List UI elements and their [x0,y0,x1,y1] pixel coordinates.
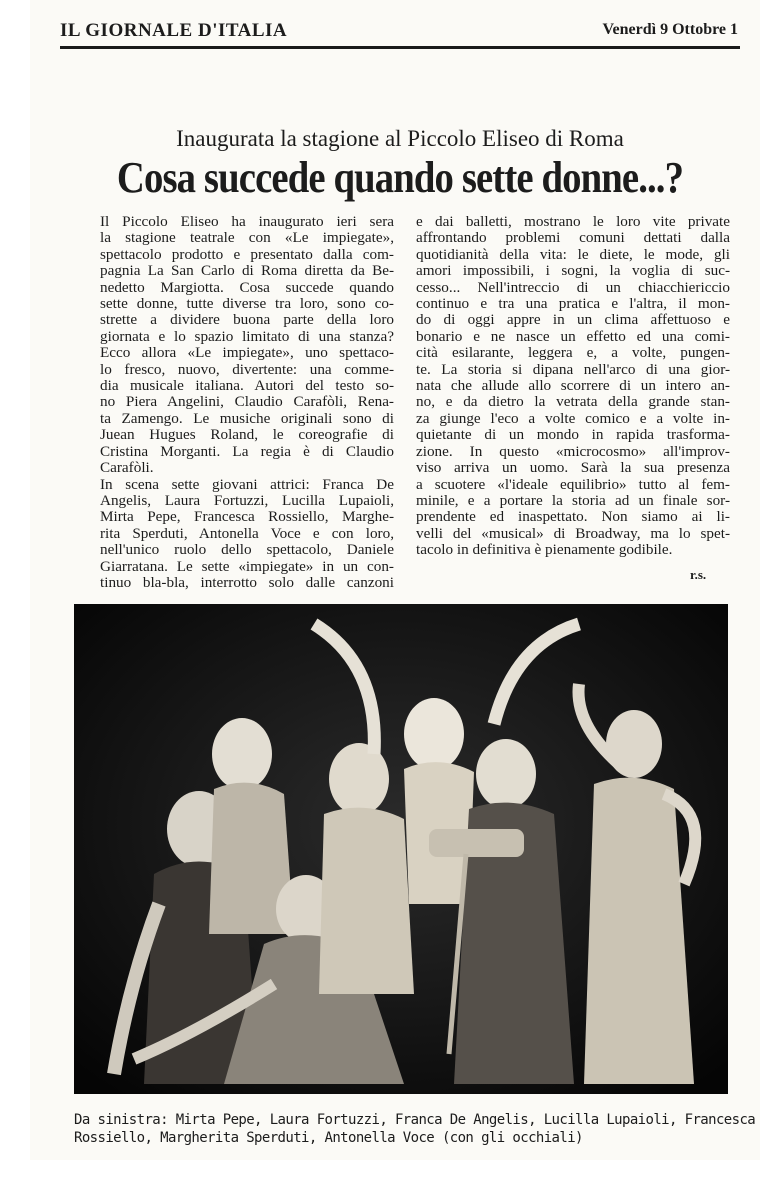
text-line: Il Piccolo Eliseo ha inaugurato ieri sera [100,213,394,230]
text-line: minile, e a portare la storia ad un finale sor- [416,491,730,509]
text-line: no Piera Angelini, Claudio Carafòli, Rena- [100,393,394,411]
text-line: no, e da dietro la vetrata della grande stan- [416,393,730,411]
caption-line: Rossiello, Margherita Sperduti, Antonella Voce (con gli occhiali) [74,1130,583,1146]
cast-photo [74,604,728,1094]
issue-date: Venerdì 9 Ottobre 1 [602,21,738,38]
text-line: tinuo bla-bla, interrotto solo dalle canzoni [100,573,394,591]
text-line: Juean Hugues Roland, le coreografie di [100,426,394,444]
text-line: bonario e ne nasce un effetto ed una comi- [416,327,730,345]
text-line: Angelis, Laura Fortuzzi, Lucilla Lupaioli, [100,491,394,509]
text-line: giornata e lo spazio limitato di una stanza? [100,327,394,345]
text-line: sette donne, tutte diverse tra loro, sono co- [100,295,394,313]
text-line: viso arriva un uomo. Sarà la sua presenza [416,459,730,477]
text-line: quotidianità della vita: le diete, le mode, gli [416,245,730,263]
cast-photo-illustration [74,604,728,1094]
text-line: prendente ed inaspettato. Non siamo ai li- [416,508,730,526]
text-line: za giunge l'eco a volte comico e a volte in- [416,409,730,427]
text-line: Ecco allora «Le impiegate», uno spettaco- [100,344,394,362]
article-column-right [416,214,730,559]
text-line: nell'unico ruolo dello spettacolo, Daniele [100,541,394,559]
text-line: affrontando problemi comuni dettati dalla [416,229,730,247]
text-line: strette a dividere buona parte della loro [100,311,394,329]
article-column-left [86,214,394,591]
masthead [60,20,740,49]
paragraph-3 [416,214,730,559]
text-line: nata che allude allo scorrere di un intero an- [416,377,730,395]
text-line: velli del «musical» di Broadway, ma lo spet- [416,524,730,542]
text-line: tacolo in definitiva è pienamente godibile. [416,541,673,559]
newspaper-name: IL GIORNALE D'ITALIA [60,20,288,41]
text-line: e dai balletti, mostrano le loro vite private [416,213,730,230]
caption-line: Da sinistra: Mirta Pepe, Laura Fortuzzi, Franca De Angelis, Lucilla Lupaioli, Francesca [74,1112,756,1128]
text-line: te. La storia si dipana nell'arco di una gior- [416,360,730,378]
text-line: amori impossibili, i sogni, la voglia di suc- [416,262,730,280]
text-line: dia musicale italiana. Autori del testo so- [100,377,394,395]
text-line: nedetto Margiotta. Cosa succede quando [100,278,394,296]
text-line: In scena sette giovani attrici: Franca De [100,475,394,493]
paragraph-2 [86,477,394,592]
paragraph-1 [86,214,394,477]
article-headline: Cosa succede quando sette donne...? [116,153,684,202]
article-kicker: Inaugurata la stagione al Piccolo Eliseo di Roma [176,126,624,151]
author-initials: r.s. [690,567,707,582]
text-line: a scuotere «l'ideale equilibrio» tutto al fem- [416,475,730,493]
text-line: quietante di un mondo in rapida trasforma- [416,426,730,444]
text-line: do di oggi appre in un clima affettuoso e [416,311,730,329]
text-line: Giarratana. Le sette «impiegate» in un con- [100,557,394,575]
text-line: spettacolo prodotto e presentato dalla com- [100,245,394,263]
text-line: lo fresco, nuovo, divertente: una comme- [100,360,394,378]
text-line: continuo e tra una pratica e l'altra, il mon- [416,295,730,313]
text-line: la stagione teatrale con «Le impiegate», [100,229,394,247]
text-line: Mirta Pepe, Francesca Rossiello, Marghe- [100,508,394,526]
text-line: pagnia La San Carlo di Roma diretta da Be- [100,262,394,280]
text-line: zione. In questo «microcosmo» all'improv- [416,442,730,460]
text-line: Cristina Morganti. La regia è di Claudio [100,442,394,460]
text-line: ta Zamengo. Le musiche originali sono di [100,409,394,427]
photo-caption [74,1111,756,1147]
text-line: cità esilarante, leggera e, a volte, pungen- [416,344,730,362]
text-line: cesso... Nell'intreccio di un chiacchiericcio [416,278,730,296]
text-line: Carafòli. [100,459,154,477]
text-line: rita Sperduti, Antonella Voce e con loro, [100,524,394,542]
